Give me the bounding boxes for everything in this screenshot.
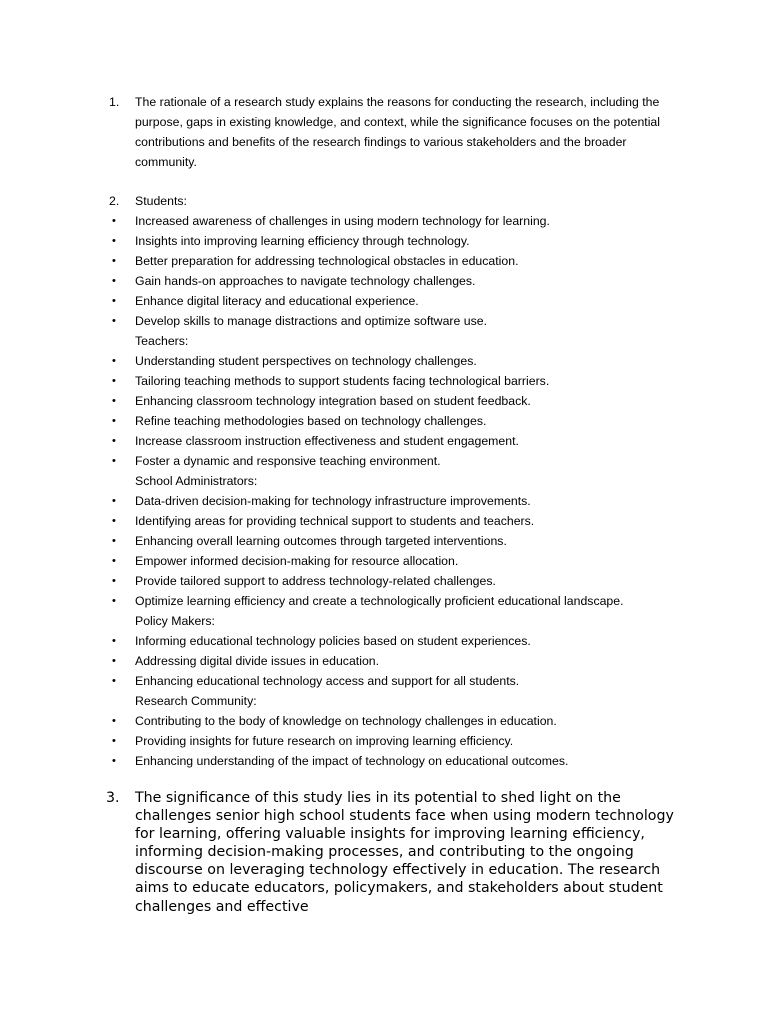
bullet-text: Understanding student perspectives on technology challenges. bbox=[135, 354, 477, 368]
bullet-text: Providing insights for future research on improving learning efficiency. bbox=[135, 734, 514, 748]
bullet-icon: • bbox=[112, 655, 116, 667]
bullet-icon: • bbox=[112, 295, 116, 307]
list-number: 3. bbox=[106, 790, 120, 806]
bullet-item bbox=[106, 271, 686, 291]
bullet-text: Enhancing classroom technology integration based on student feedback. bbox=[135, 394, 531, 408]
bullet-item bbox=[106, 671, 686, 691]
bullet-text: Addressing digital divide issues in education. bbox=[135, 654, 380, 668]
bullet-icon: • bbox=[112, 355, 116, 367]
bullet-item bbox=[106, 631, 686, 651]
group-heading: Teachers: bbox=[135, 334, 189, 348]
bullet-icon: • bbox=[112, 235, 116, 247]
group-heading-row bbox=[106, 691, 686, 711]
bullet-icon: • bbox=[112, 255, 116, 267]
bullet-icon: • bbox=[112, 715, 116, 727]
group-heading-row bbox=[106, 611, 686, 631]
bullet-icon: • bbox=[112, 415, 116, 427]
bullet-icon: • bbox=[112, 315, 116, 327]
bullet-text: Develop skills to manage distractions and optimize software use. bbox=[135, 314, 487, 328]
bullet-item bbox=[106, 651, 686, 671]
bullet-text: Gain hands-on approaches to navigate technology challenges. bbox=[135, 274, 476, 288]
bullet-text: Enhance digital literacy and educational experience. bbox=[135, 294, 419, 308]
bullet-item bbox=[106, 431, 686, 451]
bullet-item bbox=[106, 571, 686, 591]
bullet-icon: • bbox=[112, 495, 116, 507]
bullet-item bbox=[106, 291, 686, 311]
bullet-text: Identifying areas for providing technical support to students and teachers. bbox=[135, 514, 535, 528]
bullet-icon: • bbox=[112, 575, 116, 587]
bullet-text: Tailoring teaching methods to support students facing technological barriers. bbox=[135, 374, 550, 388]
bullet-text: Contributing to the body of knowledge on technology challenges in education. bbox=[135, 714, 557, 728]
bullet-text: Increase classroom instruction effectiveness and student engagement. bbox=[135, 434, 519, 448]
bullet-text: Better preparation for addressing technological obstacles in education. bbox=[135, 254, 519, 268]
bullet-icon: • bbox=[112, 555, 116, 567]
list-number: 2. bbox=[109, 194, 120, 208]
bullet-icon: • bbox=[112, 675, 116, 687]
list-item-2-heading bbox=[106, 191, 686, 211]
significance-paragraph: The significance of this study lies in its potential to shed light on the challenges senior high school students face when using modern technology for learning, offering valuable insights for improving learning efficiency, informing decision-making processes, and contributing to the ongoing discourse on leveraging technology effectively in education. The research aims to educate educators, policymakers, and stakeholders about student challenges and effective bbox=[135, 790, 674, 915]
list-item-2 bbox=[106, 191, 686, 771]
group-heading: School Administrators: bbox=[135, 474, 258, 488]
bullet-item bbox=[106, 211, 686, 231]
bullet-item bbox=[106, 391, 686, 411]
bullet-text: Empower informed decision-making for resource allocation. bbox=[135, 554, 459, 568]
list-number: 1. bbox=[109, 95, 120, 109]
bullet-item bbox=[106, 711, 686, 731]
bullet-text: Insights into improving learning efficiency through technology. bbox=[135, 234, 470, 248]
bullet-text: Enhancing educational technology access and support for all students. bbox=[135, 674, 520, 688]
bullet-item bbox=[106, 591, 686, 611]
bullet-icon: • bbox=[112, 275, 116, 287]
bullet-text: Refine teaching methodologies based on technology challenges. bbox=[135, 414, 487, 428]
bullet-item bbox=[106, 491, 686, 511]
bullet-item bbox=[106, 311, 686, 331]
bullet-item bbox=[106, 251, 686, 271]
bullet-icon: • bbox=[112, 395, 116, 407]
list-item-3 bbox=[106, 789, 686, 916]
bullet-icon: • bbox=[112, 595, 116, 607]
bullet-icon: • bbox=[112, 755, 116, 767]
rationale-paragraph: The rationale of a research study explains the reasons for conducting the research, including the purpose, gaps in existing knowledge, and context, while the significance focuses on the potential contributions and benefits of the research findings to various stakeholders and the broader community. bbox=[135, 95, 661, 169]
bullet-item bbox=[106, 531, 686, 551]
bullet-icon: • bbox=[112, 735, 116, 747]
group-heading-row bbox=[106, 331, 686, 351]
bullet-text: Data-driven decision-making for technology infrastructure improvements. bbox=[135, 494, 531, 508]
bullet-icon: • bbox=[112, 215, 116, 227]
group-heading-row bbox=[106, 471, 686, 491]
bullet-item bbox=[106, 371, 686, 391]
bullet-text: Enhancing understanding of the impact of technology on educational outcomes. bbox=[135, 754, 569, 768]
bullet-item bbox=[106, 751, 686, 771]
group-heading: Research Community: bbox=[135, 694, 257, 708]
bullet-text: Optimize learning efficiency and create a technologically proficient educational landscape. bbox=[135, 594, 624, 608]
bullet-icon: • bbox=[112, 435, 116, 447]
bullet-icon: • bbox=[112, 535, 116, 547]
bullet-item bbox=[106, 551, 686, 571]
document-body bbox=[106, 92, 686, 916]
bullet-icon: • bbox=[112, 375, 116, 387]
bullet-item bbox=[106, 351, 686, 371]
group-heading: Students: bbox=[135, 194, 187, 208]
bullet-icon: • bbox=[112, 515, 116, 527]
bullet-item bbox=[106, 731, 686, 751]
bullet-text: Foster a dynamic and responsive teaching environment. bbox=[135, 454, 441, 468]
bullet-text: Increased awareness of challenges in using modern technology for learning. bbox=[135, 214, 550, 228]
bullet-text: Enhancing overall learning outcomes through targeted interventions. bbox=[135, 534, 507, 548]
bullet-item bbox=[106, 451, 686, 471]
group-heading: Policy Makers: bbox=[135, 614, 215, 628]
bullet-icon: • bbox=[112, 635, 116, 647]
stakeholder-groups bbox=[106, 211, 686, 771]
bullet-text: Provide tailored support to address technology-related challenges. bbox=[135, 574, 496, 588]
list-item-1 bbox=[106, 92, 686, 172]
bullet-text: Informing educational technology policies based on student experiences. bbox=[135, 634, 531, 648]
bullet-item bbox=[106, 411, 686, 431]
bullet-item bbox=[106, 511, 686, 531]
bullet-icon: • bbox=[112, 455, 116, 467]
bullet-item bbox=[106, 231, 686, 251]
